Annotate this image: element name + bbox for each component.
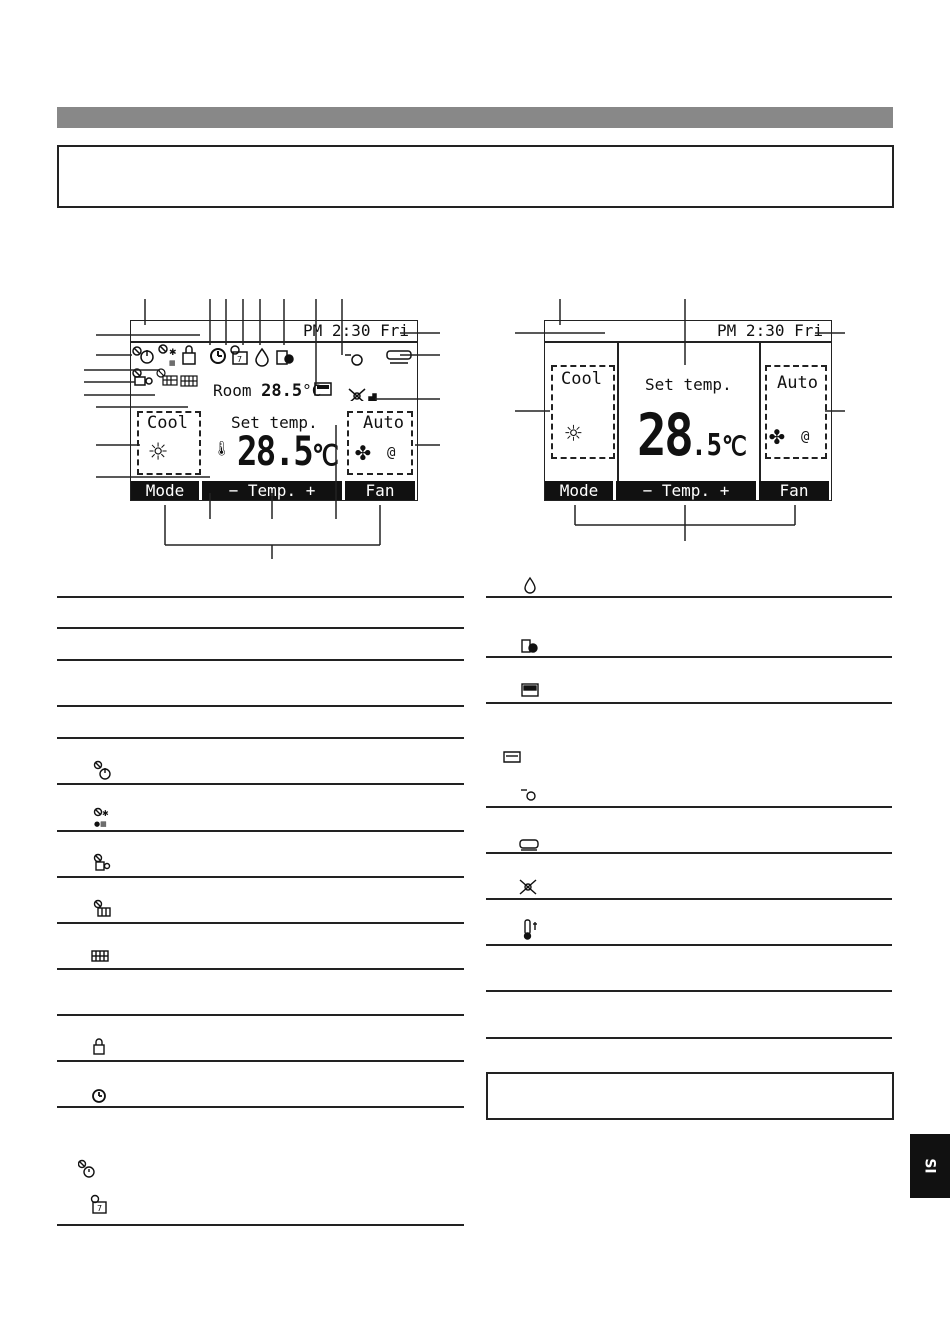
bottom-note-box <box>486 1072 894 1120</box>
gear-alarm-icon <box>522 640 537 652</box>
timer-icon <box>79 1161 95 1178</box>
svg-text:✱: ✱ <box>169 348 177 358</box>
left-row-line <box>57 705 464 707</box>
left-row-line <box>57 876 464 878</box>
language-tab <box>910 1134 950 1198</box>
set-temp-label: Set temp. <box>231 413 318 432</box>
room-unit: °C <box>302 381 322 400</box>
simple-set-temp-unit: ℃ <box>721 432 747 462</box>
intro-note-box <box>57 145 894 208</box>
on-off-timer-icon <box>95 762 111 780</box>
vane-icon <box>504 752 520 762</box>
mode-softkey[interactable]: Mode <box>131 481 199 500</box>
louver-icon: @ <box>387 445 396 461</box>
svg-text:●▦: ●▦ <box>94 820 107 828</box>
right-table-icons <box>500 574 550 944</box>
svg-text:7: 7 <box>237 355 243 364</box>
left-row-line <box>57 659 464 661</box>
louver-swing-icon <box>521 790 535 800</box>
grid-icon <box>92 951 108 961</box>
lock-icon <box>94 1039 104 1054</box>
fan-softkey[interactable]: Fan <box>345 481 415 500</box>
simple-fan-softkey[interactable]: Fan <box>759 481 829 500</box>
left-table-icons <box>78 760 118 1220</box>
clock-icon <box>93 1090 105 1102</box>
filter-rect-icon <box>522 684 538 696</box>
simple-mode-softkey[interactable]: Mode <box>545 481 613 500</box>
section-header-bar <box>57 107 893 128</box>
simple-set-temp-label: Set temp. <box>645 375 732 394</box>
svg-text:▦: ▦ <box>169 359 176 367</box>
left-row-line <box>57 1224 464 1226</box>
simple-temp-softkey[interactable]: − Temp. + <box>616 481 756 500</box>
svg-text:✱: ✱ <box>102 809 109 818</box>
left-row-line <box>57 830 464 832</box>
room-label: Room <box>213 381 252 400</box>
left-row-line <box>57 1060 464 1062</box>
weekly-timer-icon <box>92 1196 107 1214</box>
right-row-line <box>486 944 892 946</box>
lcd-simple-clock: PM 2:30 Fri <box>717 321 823 340</box>
language-tab-label: SI <box>921 1158 938 1174</box>
simple-mode-label: Cool <box>561 369 602 389</box>
louver-icon <box>520 840 538 850</box>
right-callout-lines <box>505 295 865 545</box>
energy-saving-grid-icon <box>95 901 111 917</box>
room-value: 28.5 <box>261 381 303 401</box>
svg-text:7: 7 <box>97 1204 103 1213</box>
fan-label: Auto <box>363 413 404 433</box>
left-row-line <box>57 1014 464 1016</box>
left-row-line <box>57 627 464 629</box>
right-row-line <box>486 1037 892 1039</box>
fan-icon: ✤ <box>355 437 371 467</box>
mode-label: Cool <box>147 413 188 433</box>
simple-set-temp-int: 28 <box>637 401 692 469</box>
ventilation-icon <box>520 880 536 894</box>
simple-fan-icon: ✤ <box>769 421 785 451</box>
left-row-line <box>57 737 464 739</box>
drop-icon <box>525 578 535 593</box>
set-temp-value: 28.5 <box>237 429 313 475</box>
simple-snowflake-icon: ☼ <box>565 417 582 450</box>
lcd-full-clock: PM 2:30 Fri <box>303 321 409 340</box>
simple-set-temp-dec: .5 <box>691 428 722 463</box>
room-thermo-icon: 🌡 <box>213 441 231 457</box>
temp-softkey[interactable]: − Temp. + <box>202 481 342 500</box>
left-row-line <box>57 1106 464 1108</box>
operation-restriction-icon <box>94 809 109 829</box>
right-row-line <box>486 990 892 992</box>
left-row-line <box>57 968 464 970</box>
snowflake-icon: ☼ <box>149 435 168 470</box>
simple-louver-icon: @ <box>801 429 810 445</box>
left-row-line <box>57 596 464 598</box>
set-temp-unit: ℃ <box>312 439 338 472</box>
room-thermo-icon <box>525 920 538 939</box>
left-row-line <box>57 783 464 785</box>
left-callout-lines <box>60 295 460 565</box>
temp-range-icon <box>95 855 110 871</box>
simple-fan-label: Auto <box>777 373 818 393</box>
left-row-line <box>57 922 464 924</box>
